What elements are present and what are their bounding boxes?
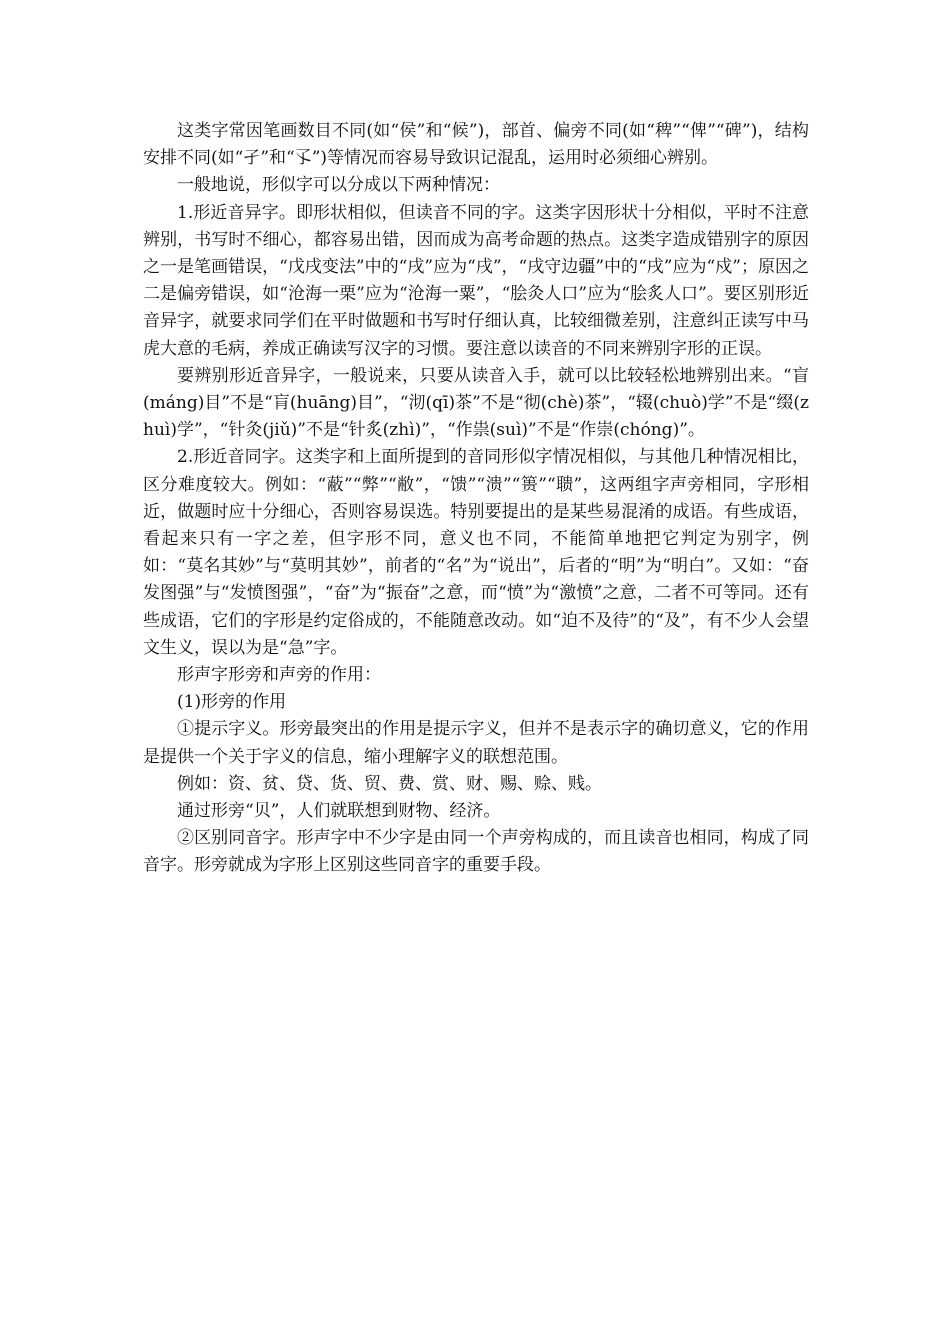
paragraph-intro: 这类字常因笔画数目不同(如“侯”和“候”)，部首、偏旁不同(如“稗”“俾”“碑”)，结构安排不同(如“孑”和“孓”)等情况而容易导致识记混乱，运用时必须细心辨别。 xyxy=(143,121,809,169)
paragraph-similar-same-sound: 2.形近音同字。这类字和上面所提到的音同形似字情况相似，与其他几种情况相比，区分难度较大。例如：“蔽”“弊”“敝”，“馈”“溃”“篑”“聩”，这两组字声旁相同，字形相近，做题时应十分细心，否则容易误选。特别要提出的是某些易混淆的成语。有些成语，看起来只有一字之差，但字形不同，意义也不同，不能简单地把它判定为别字，例如：“莫名其妙”与“莫明其妙”，前者的“名”为“说出”，后者的“明”为“明白”。又如：“奋发图强”与“发愤图强”，“奋”为“振奋”之意，而“愤”为“激愤”之意，二者不可等同。还有些成语，它们的字形是约定俗成的，不能随意改动。如“迫不及待”的“及”，有不少人会望文生义，误以为是“急”字。 xyxy=(143,447,809,658)
paragraph-example-list: 例如：资、贫、贷、货、贸、费、赏、财、赐、赊、贱。 xyxy=(177,773,602,794)
paragraph-radical-subheading: (1)形旁的作用 xyxy=(177,692,287,713)
paragraph-meaning-hint: ①提示字义。形旁最突出的作用是提示字义，但并不是表示字的确切意义，它的作用是提供一个关于字义的信息，缩小理解字义的联想范围。 xyxy=(143,719,809,767)
paragraph-radical-heading: 形声字形旁和声旁的作用： xyxy=(177,665,381,686)
document-body xyxy=(143,118,809,880)
paragraph-overview: 一般地说，形似字可以分成以下两种情况： xyxy=(177,175,500,196)
paragraph-bei-radical: 通过形旁“贝”，人们就联想到财物、经济。 xyxy=(177,801,501,822)
paragraph-homophone-distinction: ②区别同音字。形声字中不少字是由同一个声旁构成的，而且读音也相同，构成了同音字。形旁就成为字形上区别这些同音字的重要手段。 xyxy=(143,828,809,876)
paragraph-pronunciation-examples: 要辨别形近音异字，一般说来，只要从读音入手，就可以比较轻松地辨别出来。“盲(máng)目”不是“肓(huāng)目”，“沏(qī)茶”不是“彻(chè)茶”，“辍(chuò)学”不是“缀(zhuì)学”，“针灸(jiǔ)”不是“针炙(zhì)”，“作祟(suì)”不是“作崇(chóng)”。 xyxy=(143,365,809,441)
paragraph-similar-different-sound: 1.形近音异字。即形状相似，但读音不同的字。这类字因形状十分相似，平时不注意辨别，书写时不细心，都容易出错，因而成为高考命题的热点。这类字造成错别字的原因之一是笔画错误，“戊戌变法”中的“戌”应为“戌”，“戌守边疆”中的“戌”应为“戍”；原因之二是偏旁错误，如“沧海一栗”应为“沧海一粟”，“脍灸人口”应为“脍炙人口”。要区别形近音异字，就要求同学们在平时做题和书写时仔细认真，比较细微差别，注意纠正读写中马虎大意的毛病，养成正确读写汉字的习惯。要注意以读音的不同来辨别字形的正误。 xyxy=(143,202,809,359)
